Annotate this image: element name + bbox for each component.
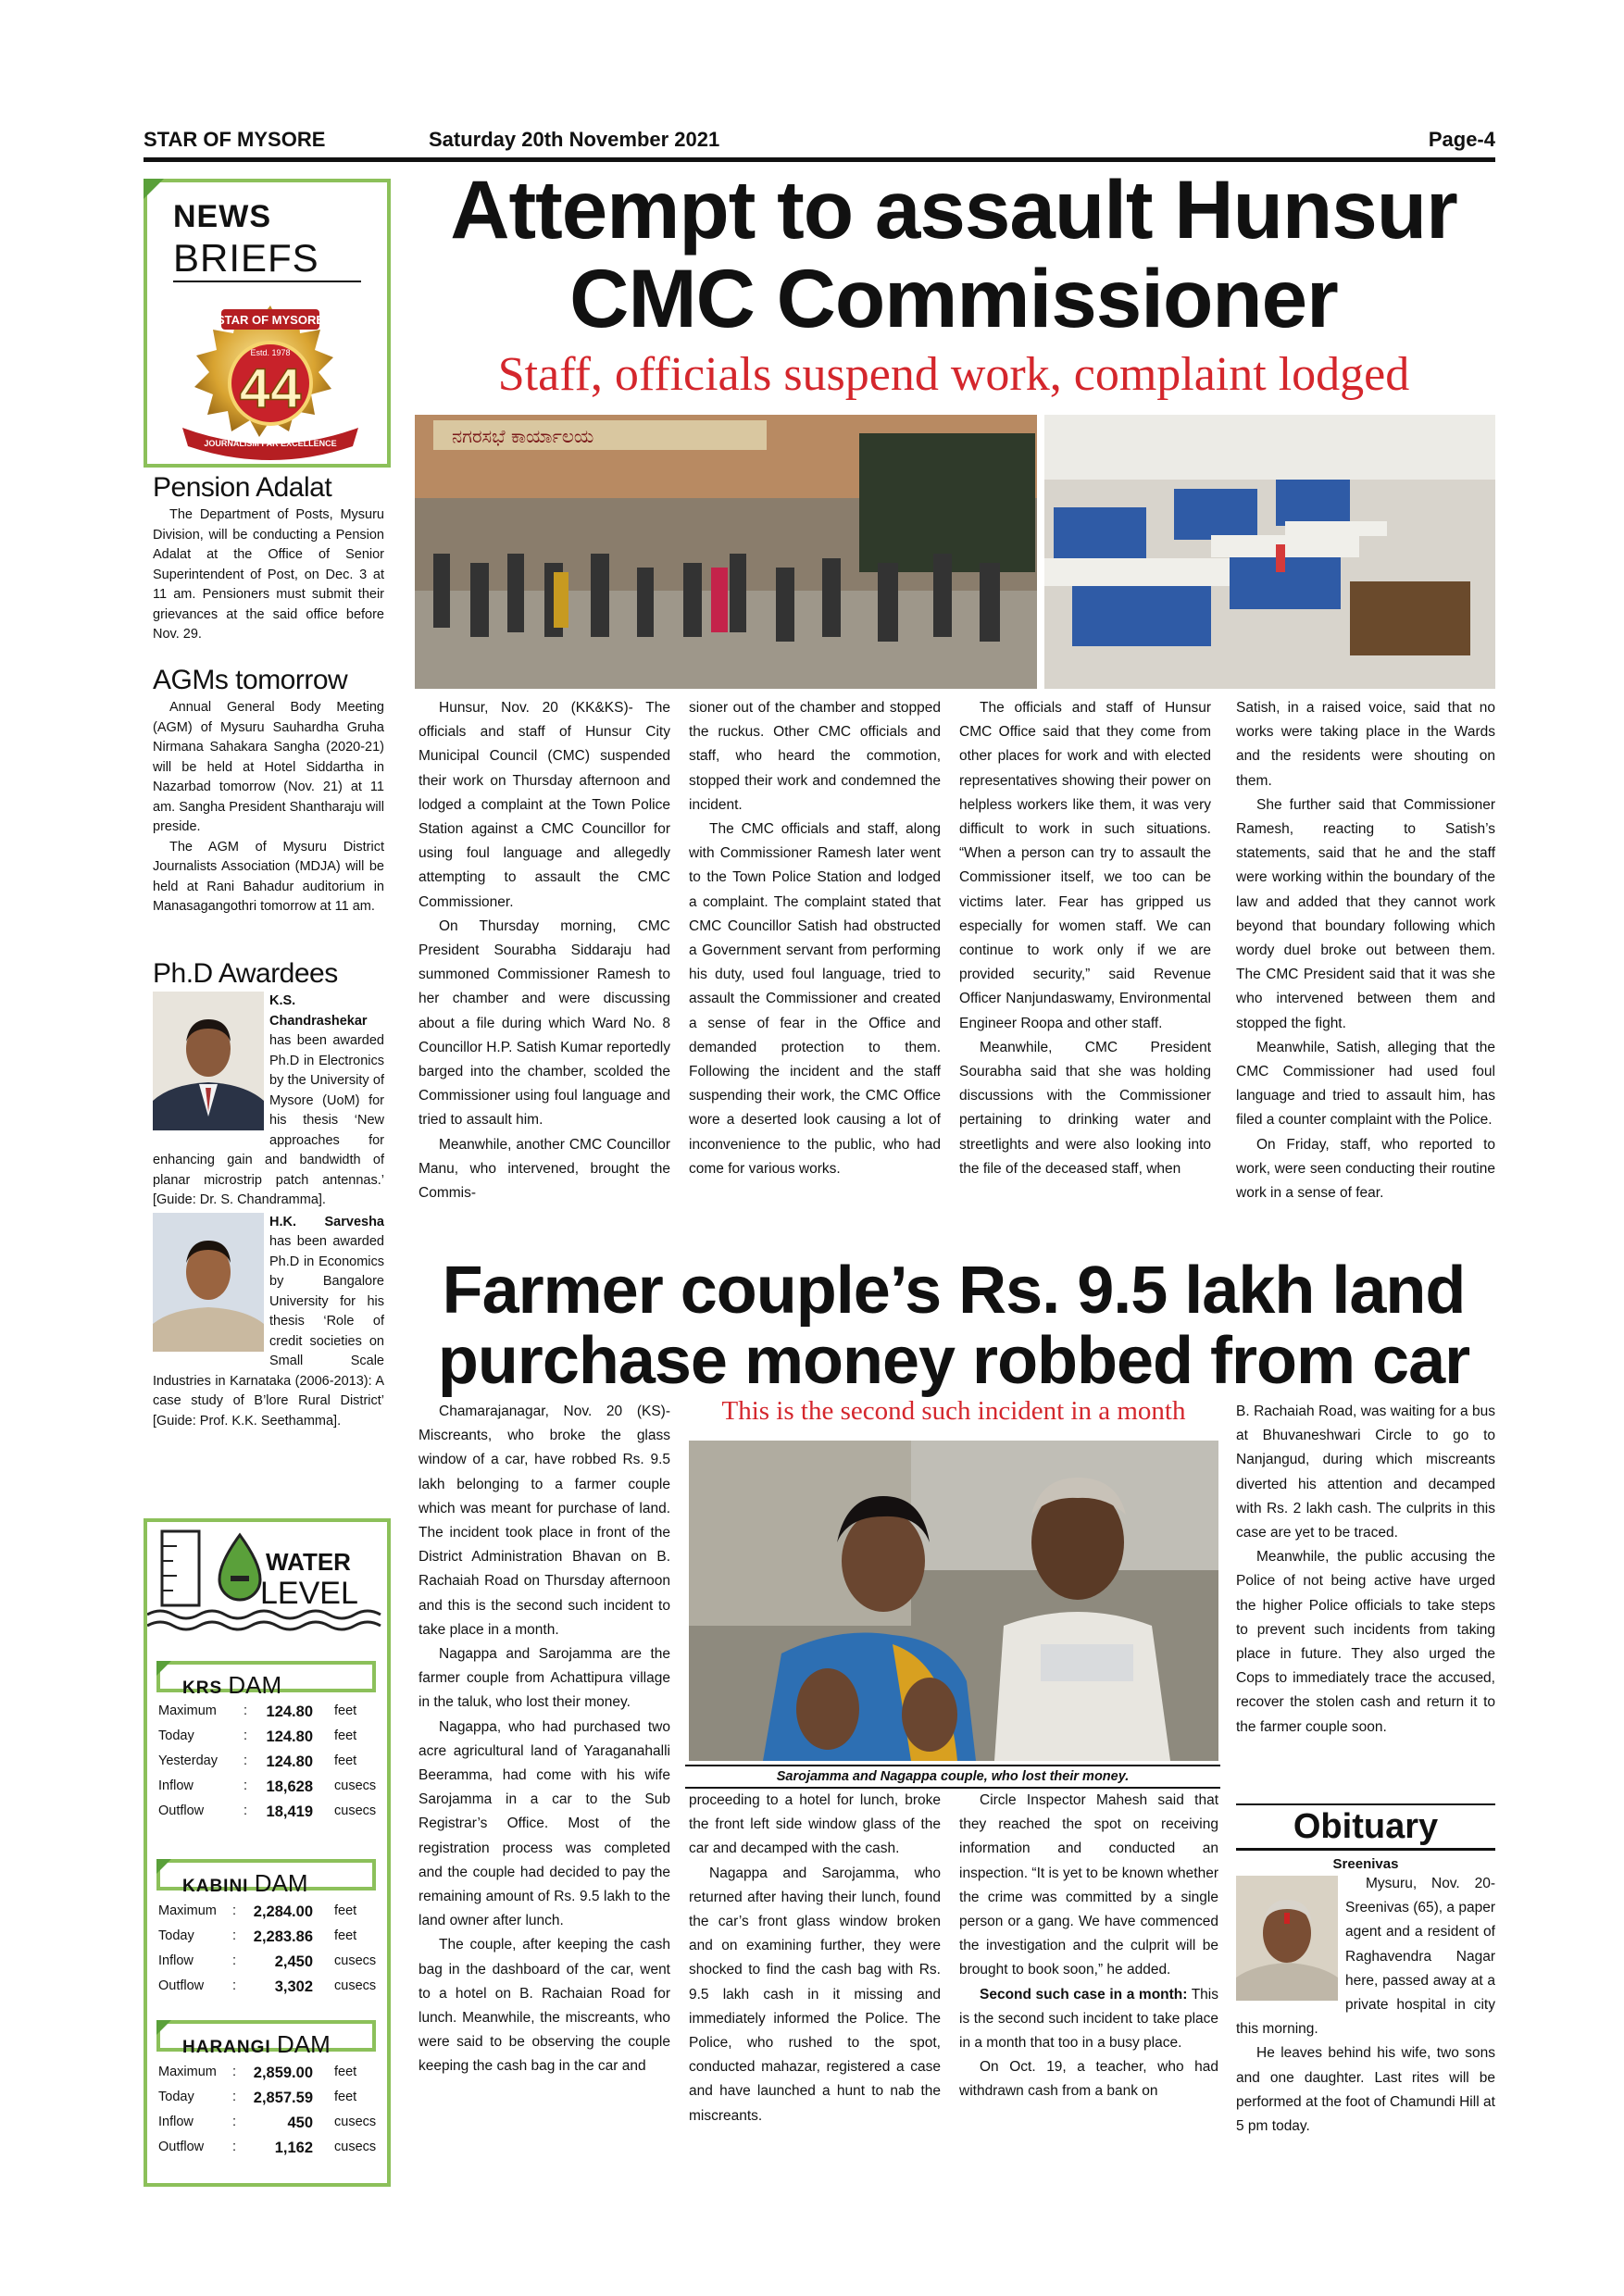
brief-text: The AGM of Mysuru District Journalists Association (MDJA) will be held at Rani Bahadur auditorium in Manasagangothri tomorrow at 11 am. bbox=[153, 839, 384, 914]
page-number: Page-4 bbox=[1428, 128, 1495, 151]
svg-text:ನಗರಸಭೆ ಕಾರ್ಯಾಲಯ: ನಗರಸಭೆ ಕಾರ್ಯಾಲಯ bbox=[452, 425, 594, 447]
deck-cmc: Staff, officials suspend work, complaint lodged bbox=[497, 348, 1410, 401]
dam-label-kabini: KABINI DAM bbox=[156, 1859, 376, 1890]
awardee-name: H.K. Sarvesha bbox=[269, 1214, 384, 1229]
brief-agms bbox=[153, 665, 384, 917]
dam-row: Today : 2,857.59 feet bbox=[158, 2090, 357, 2106]
svg-text:LEVEL: LEVEL bbox=[260, 1576, 358, 1611]
cmc-col-1: Hunsur, Nov. 20 (KK&KS)- The officials and staff of Hunsur City Municipal Council (CMC) suspended their work on Thursday afternoon and lodged a complaint at the Town Police Station against a CMC Councillor for using foul language and allegedly attempting to assault the CMC Commissioner. On Thursday morning, CMC President Sourabha Siddaraju had summoned Commissioner Ramesh to her chamber and were discussing about a file during which Ward No. 8 Councillor H.P. Satish Kumar reportedly barged into the chamber, scolded the Commissioner using foul language and tried to assault him. Meanwhile, another CMC Councillor Manu, who intervened, brought the Commis- bbox=[418, 700, 670, 1202]
robbery-col-1: Chamarajanagar, Nov. 20 (KS)- Miscreants, who broke the glass window of a car, have robbed Rs. 9.5 lakh belonging to a farmer couple which was meant for purchase of land. The incident took place in front of the District Administration Bhavan on B. Rachaiah Road on Thursday afternoon and this is the second such incident to take place in a month. Nagappa and Sarojamma are the farmer couple from Achattipura village in the taluk, who lost their money. Nagappa, who had purchased two acre agricultural land of Yaraganahalli Beeramma, had come with his wife Sarojamma in a car to the Sub Registrar’s Office. Most of the registration process was completed and the couple had decided to pay the remaining amount of Rs. 9.5 lakh to the land owner after lunch. The couple, after keeping the cash bag in the dashboard of the car, went to a hotel on B. Rachaian Road for lunch. Meanwhile, the miscreants, who were said to be observing the couple keeping the cash bag in the car and bbox=[418, 1404, 670, 2075]
svg-text:44: 44 bbox=[239, 357, 302, 419]
dam-row: Maximum : 124.80 feet bbox=[158, 1703, 357, 1720]
dam-row: Outflow : 18,419 cusecs bbox=[158, 1803, 377, 1820]
photo-cmc-protest bbox=[415, 415, 1037, 689]
awardee-text: has been awarded Ph.D in Economics by Bangalore University for his thesis ‘Role of credit societies on Small Scale Industries in Karnataka (2006-2013): A case study of B’lore Rural District’ [Guide: Prof. K.K. Seethamma]. bbox=[153, 1234, 384, 1429]
cmc-col-4: Satish, in a raised voice, said that no works were taking place in the Wards and the residents were shouting on them. She further said that Commissioner Ramesh, reacting to Satish’s statements, said that he and the staff were working within the boundary of the law and added that they cannot work beyond that boundary following which wordy duel broke out between them. The CMC President said that it was she who intervened between them and stopped the fight. Meanwhile, Satish, alleging that the CMC Commissioner had used foul language and tried to assault him, has filed a counter complaint with the Police. On Friday, staff, who reported to work, were seen conducting their routine work in a sense of fear. bbox=[1236, 700, 1495, 1202]
obituary-photo bbox=[1236, 1876, 1338, 2001]
obituary-name: Sreenivas bbox=[1332, 1856, 1399, 1872]
dam-row: Maximum : 2,859.00 feet bbox=[158, 2065, 357, 2081]
svg-text:STAR OF MYSORE: STAR OF MYSORE bbox=[216, 313, 325, 327]
dam-row: Inflow : 450 cusecs bbox=[158, 2115, 377, 2131]
awardee-photo bbox=[153, 1213, 264, 1352]
photo-farmer-couple bbox=[689, 1441, 1218, 1761]
dam-table-kabini bbox=[158, 1903, 385, 2003]
subhead-second-case: Second such case in a month: bbox=[980, 1986, 1188, 2003]
news-briefs-header bbox=[144, 179, 391, 468]
photo-caption: Sarojamma and Nagappa couple, who lost their money. bbox=[685, 1765, 1220, 1789]
brief-pension-adalat bbox=[153, 472, 384, 645]
cmc-col-2: sioner out of the chamber and stopped the ruckus. Other CMC officials and staff, who heard the commotion, stopped their work and condemned the incident. The CMC officials and staff, along with Commissioner Ramesh later went to the Town Police Station and lodged a complaint. The complaint stated that CMC Councillor Satish had obstructed a Government servant from performing his duty, used foul language, tried to assault the Commissioner and created a sense of fear in the Office and demanded protection to them. Following the incident and the staff suspending their work, the CMC Office wore a deserted look causing a lot of inconvenience to the public, who had come for various works. bbox=[689, 700, 941, 1177]
paper-name: STAR OF MYSORE bbox=[144, 128, 326, 151]
briefs-label: BRIEFS bbox=[173, 236, 319, 280]
svg-text:WATER: WATER bbox=[266, 1548, 351, 1576]
dam-table-harangi bbox=[158, 2065, 385, 2165]
cmc-col-3: The officials and staff of Hunsur CMC Office said that they come from other places for work and with elected representatives showing their power on helpless workers like them, it was very difficult to work in such situations. “When a person can try to assault the Commissioner itself, we too can be victims later. Fear has gripped us especially for women staff. We can continue to work only if we are provided security,” said Revenue Officer Nanjundaswamy, Environmental Engineer Roopa and other staff. Meanwhile, CMC President Sourabha said that she was holding discussions with the Commissioner pertaining to drinking water and streetlights and were also looking into the file of the deceased staff, when bbox=[959, 700, 1211, 1177]
obituary-box bbox=[1236, 1803, 1495, 2139]
awardee-name: K.S. Chandrashekar bbox=[269, 993, 368, 1029]
phd-entry bbox=[153, 1213, 384, 1432]
deck-second-incident: This is the second such incident in a month bbox=[721, 1396, 1186, 1426]
photo-deserted-office bbox=[1044, 415, 1495, 689]
obituary-title: Obituary bbox=[1236, 1803, 1495, 1851]
awardee-photo bbox=[153, 992, 264, 1130]
headline-farmer-robbery: Farmer couple’s Rs. 9.5 lakh land purchase money robbed from car bbox=[437, 1254, 1470, 1398]
dam-row: Outflow : 3,302 cusecs bbox=[158, 1978, 377, 1995]
dam-row: Yesterday : 124.80 feet bbox=[158, 1753, 357, 1770]
phd-entry bbox=[153, 992, 384, 1211]
news-label: NEWS bbox=[173, 199, 271, 234]
anniversary-logo bbox=[164, 298, 377, 460]
brief-heading: Ph.D Awardees bbox=[153, 958, 338, 989]
robbery-col-4: B. Rachaiah Road, was waiting for a bus at Bhuvaneshwari Circle to go to Nanjangud, during which miscreants diverted his attention and decamped with Rs. 2 lakh cash. The culprits in this case are yet to be traced. Meanwhile, the public accusing the Police of not being active have urged the higher Police officials to take steps to prevent such incidents from taking place in future. They also urged the Cops to immediately trace the accused, recover the stolen cash and return it to the farmer couple soon. bbox=[1236, 1404, 1495, 1735]
headline-cmc-commissioner: Attempt to assault Hunsur CMC Commissioner bbox=[450, 163, 1457, 344]
dam-row: Today : 124.80 feet bbox=[158, 1728, 357, 1745]
awardee-text: has been awarded Ph.D in Electronics by the University of Mysore (UoM) for his thesis ‘New approaches for enhancing gain and bandwidth of planar microstrip patch antennas.’ [Guide: Dr. S. Chandramma]. bbox=[153, 1033, 384, 1207]
dam-row: Today : 2,283.86 feet bbox=[158, 1928, 357, 1945]
issue-date: Saturday 20th November 2021 bbox=[429, 128, 720, 151]
robbery-col-2: proceeding to a hotel for lunch, broke the front left side window glass of the car and decamped with the cash. Nagappa and Sarojamma, who returned after having their lunch, found the car’s front glass window broken and on examining further, they were shocked to find the cash bag with Rs. 9.5 lakh cash in it missing and immediately informed the Police. The Police, who rushed to the spot, conducted mahazar, registered a case and have launched a hunt to nab the miscreants. bbox=[689, 1792, 941, 2124]
water-level-graphic bbox=[147, 1522, 387, 1633]
dam-row: Outflow : 1,162 cusecs bbox=[158, 2140, 377, 2156]
brief-text: Annual General Body Meeting (AGM) of Mysuru Sauhardha Gruha Nirmana Sahakara Sangha (2020-21) will be held at Hotel Siddartha in Nazarbad tomorrow (Nov. 21) at 11 am. Sangha President Shantharaju will preside. bbox=[153, 700, 384, 834]
dam-label-harangi: HARANGI DAM bbox=[156, 2020, 376, 2052]
svg-text:Estd. 1978: Estd. 1978 bbox=[250, 348, 291, 357]
masthead bbox=[144, 126, 1495, 162]
dam-row: Inflow : 18,628 cusecs bbox=[158, 1778, 377, 1795]
brief-phd-awardees bbox=[153, 958, 384, 1431]
dam-table-krs bbox=[158, 1703, 385, 1828]
dam-label-krs: KRS DAM bbox=[156, 1661, 376, 1692]
brief-heading: AGMs tomorrow bbox=[153, 665, 348, 695]
dam-row: Maximum : 2,284.00 feet bbox=[158, 1903, 357, 1920]
robbery-col-3: Circle Inspector Mahesh said that they reached the spot on receiving information and conducted an inspection. “It is yet to be known whether the crime was committed by a single person or a gang. We have commenced the investigation and the culprit will be brought to book soon,” he added. Second such case in a month: This is the second such incident to take place in a month that too in a busy place. On Oct. 19, a teacher, who had withdrawn cash from a bank on bbox=[959, 1792, 1219, 2100]
brief-text: The Department of Posts, Mysuru Division, will be conducting a Pension Adalat at the Office of Senior Superintendent of Post, on Dec. 3 at 11 am. Pensioners must submit their grievances at the said office before Nov. 29. bbox=[153, 507, 384, 642]
dam-row: Inflow : 2,450 cusecs bbox=[158, 1953, 377, 1970]
svg-text:JOURNALISM PAR EXCELLENCE: JOURNALISM PAR EXCELLENCE bbox=[204, 439, 337, 448]
brief-heading: Pension Adalat bbox=[153, 472, 332, 503]
water-level-box bbox=[144, 1518, 391, 2187]
obituary-text: Mysuru, Nov. 20- Sreenivas (65), a paper agent and a resident of Raghavendra Nagar here, passed away at a private hospital in city this morning. He leaves behind his wife, two sons and one daughter. Last rites will be performed at the foot of Chamundi Hill at 5 pm today. bbox=[1236, 1876, 1495, 2135]
